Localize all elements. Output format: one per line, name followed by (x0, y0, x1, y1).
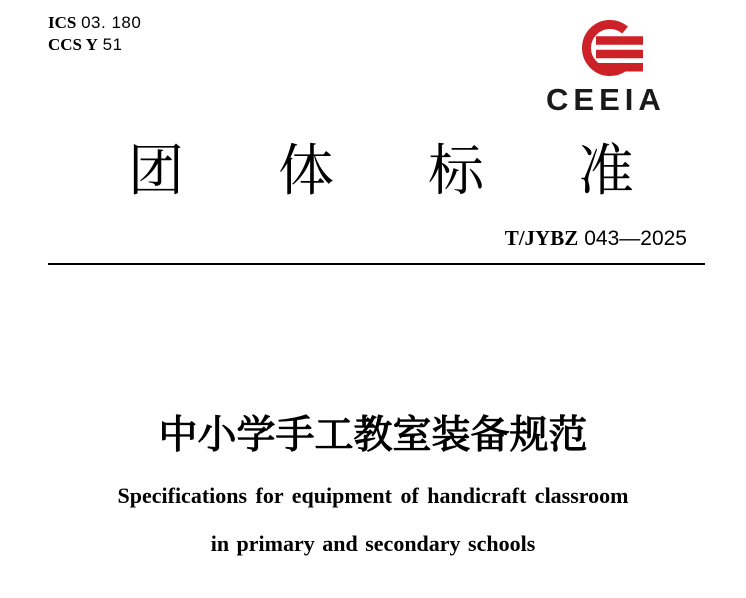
english-title-line-2: in primary and secondary schools (210, 531, 536, 556)
chinese-title: 中小学手工教室装备规范 (158, 414, 588, 457)
standard-type-char: 团 (128, 139, 184, 202)
classification-codes (48, 12, 141, 56)
standard-type-char: 标 (428, 139, 484, 202)
ceeia-logo-text: CEEIA (546, 82, 666, 117)
standard-type-char: 体 (278, 139, 334, 202)
horizontal-rule (48, 263, 705, 265)
standard-type-title (128, 139, 634, 202)
ics-value: 03. 180 (81, 13, 142, 32)
ccs-code-line (48, 34, 141, 56)
ccs-value: 51 (102, 35, 123, 54)
standard-number-value: 043—2025 (584, 227, 687, 250)
ceeia-ring-icon (546, 13, 676, 79)
english-title-line-1: Specifications for equipment of handicraft classroom (117, 483, 629, 508)
standard-number (0, 226, 687, 251)
ics-label: ICS (48, 13, 77, 32)
ics-code-line (48, 12, 141, 34)
standard-number-prefix: T/JYBZ (504, 226, 579, 250)
ccs-label: CCS Y (48, 35, 98, 54)
ceeia-logo (546, 13, 676, 115)
standard-type-char: 准 (578, 139, 634, 202)
